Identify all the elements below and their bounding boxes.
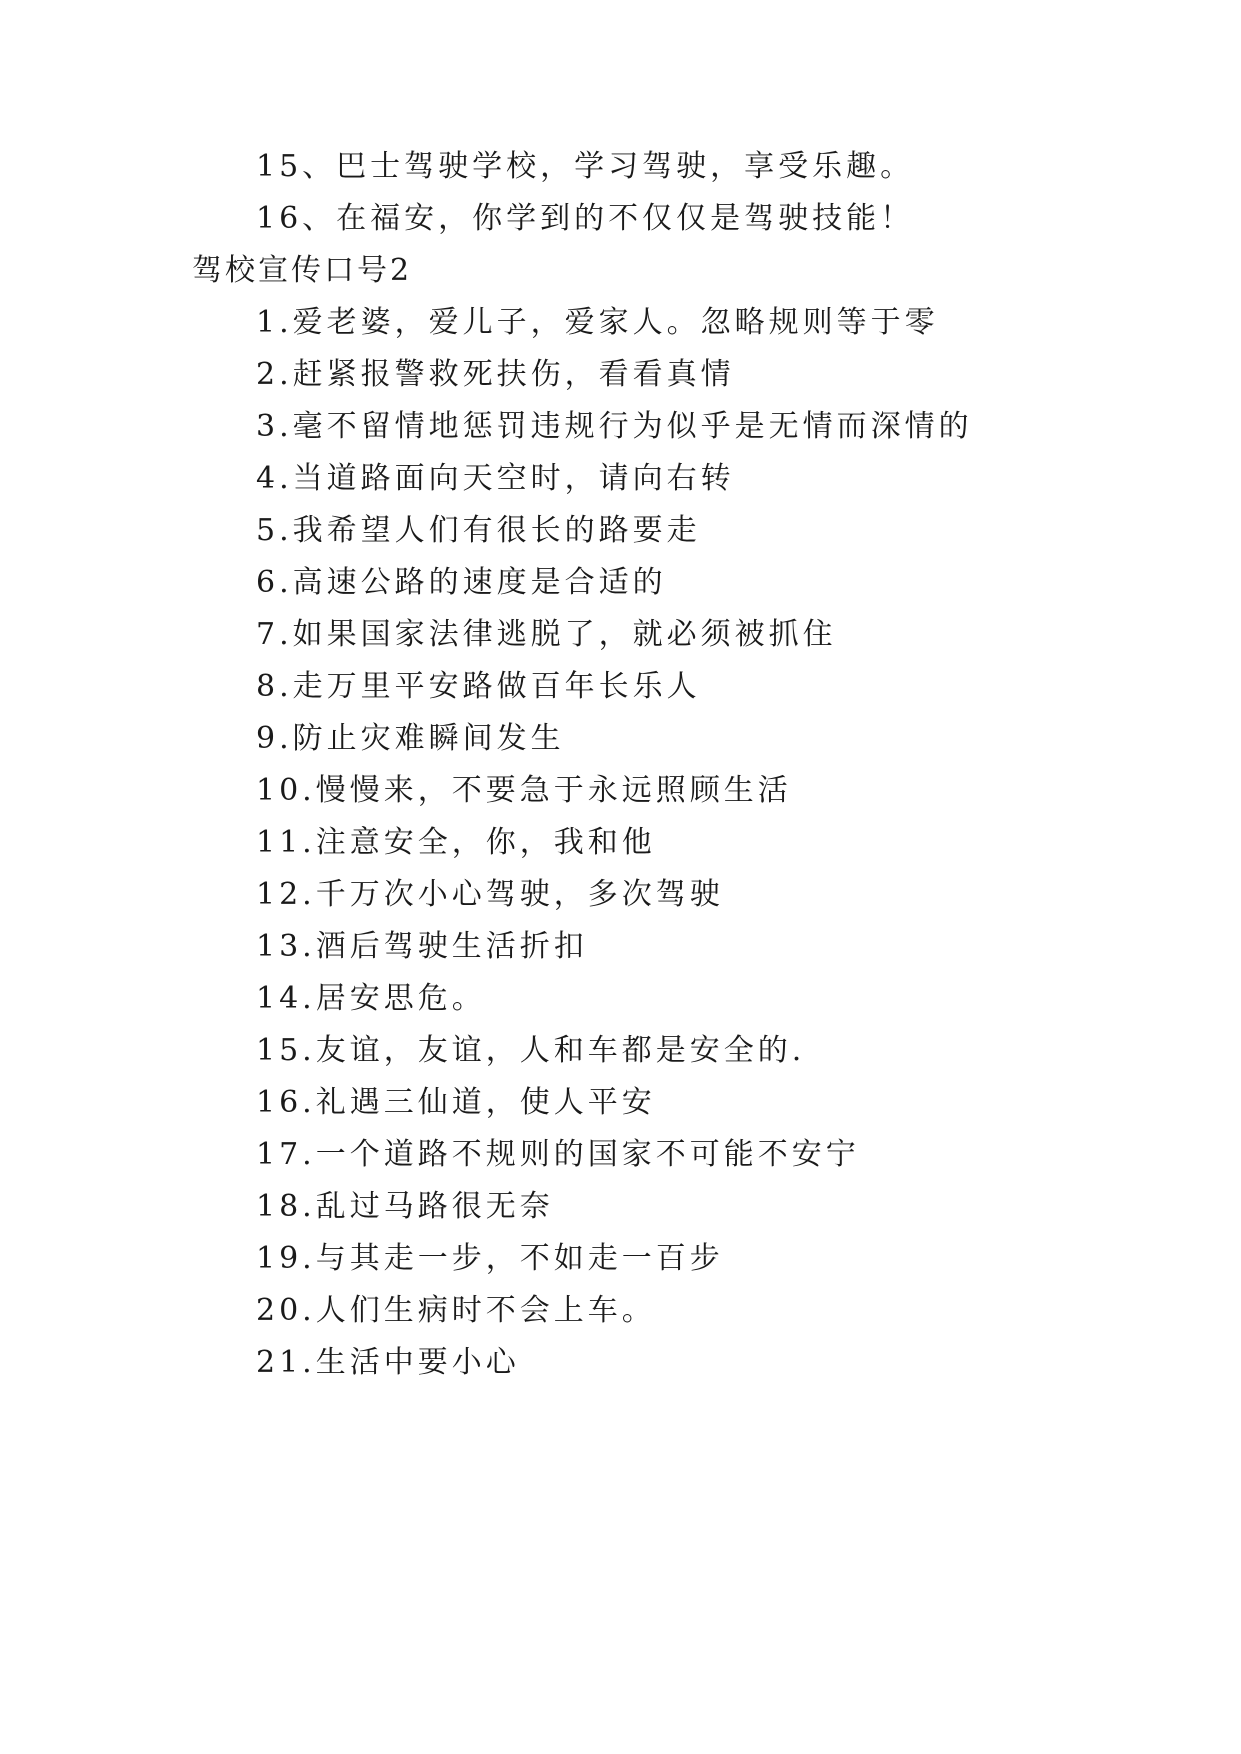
list-item: 12.千万次小心驾驶，多次驾驶	[256, 877, 724, 912]
list-item: 9.防止灾难瞬间发生	[256, 721, 565, 756]
list-item: 8.走万里平安路做百年长乐人	[256, 669, 701, 704]
list-item: 2.赶紧报警救死扶伤，看看真情	[256, 357, 735, 392]
list-item: 5.我希望人们有很长的路要走	[256, 513, 701, 548]
list-item: 3.毫不留情地惩罚违规行为似乎是无情而深情的	[256, 409, 973, 444]
list-item: 14.居安思危。	[256, 981, 486, 1016]
intro-item-16: 16、在福安，你学到的不仅仅是驾驶技能！	[256, 201, 915, 236]
list-item: 16.礼遇三仙道，使人平安	[256, 1085, 656, 1120]
list-item: 21.生活中要小心	[256, 1345, 520, 1380]
list-item: 17.一个道路不规则的国家不可能不安宁	[256, 1137, 860, 1172]
list-item: 15.友谊，友谊，人和车都是安全的.	[256, 1033, 806, 1068]
list-item: 11.注意安全，你，我和他	[256, 825, 656, 860]
intro-item-15: 15、巴士驾驶学校，学习驾驶，享受乐趣。	[256, 149, 915, 184]
list-item: 13.酒后驾驶生活折扣	[256, 929, 588, 964]
list-item: 1.爱老婆，爱儿子，爱家人。忽略规则等于零	[256, 305, 939, 340]
list-item: 6.高速公路的速度是合适的	[256, 565, 667, 600]
list-item: 4.当道路面向天空时，请向右转	[256, 461, 735, 496]
list-item: 18.乱过马路很无奈	[256, 1189, 554, 1224]
list-item: 7.如果国家法律逃脱了，就必须被抓住	[256, 617, 837, 652]
list-item: 10.慢慢来，不要急于永远照顾生活	[256, 773, 792, 808]
list-item: 19.与其走一步，不如走一百步	[256, 1241, 724, 1276]
section-heading: 驾校宣传口号2	[192, 253, 413, 288]
list-item: 20.人们生病时不会上车。	[256, 1293, 656, 1328]
